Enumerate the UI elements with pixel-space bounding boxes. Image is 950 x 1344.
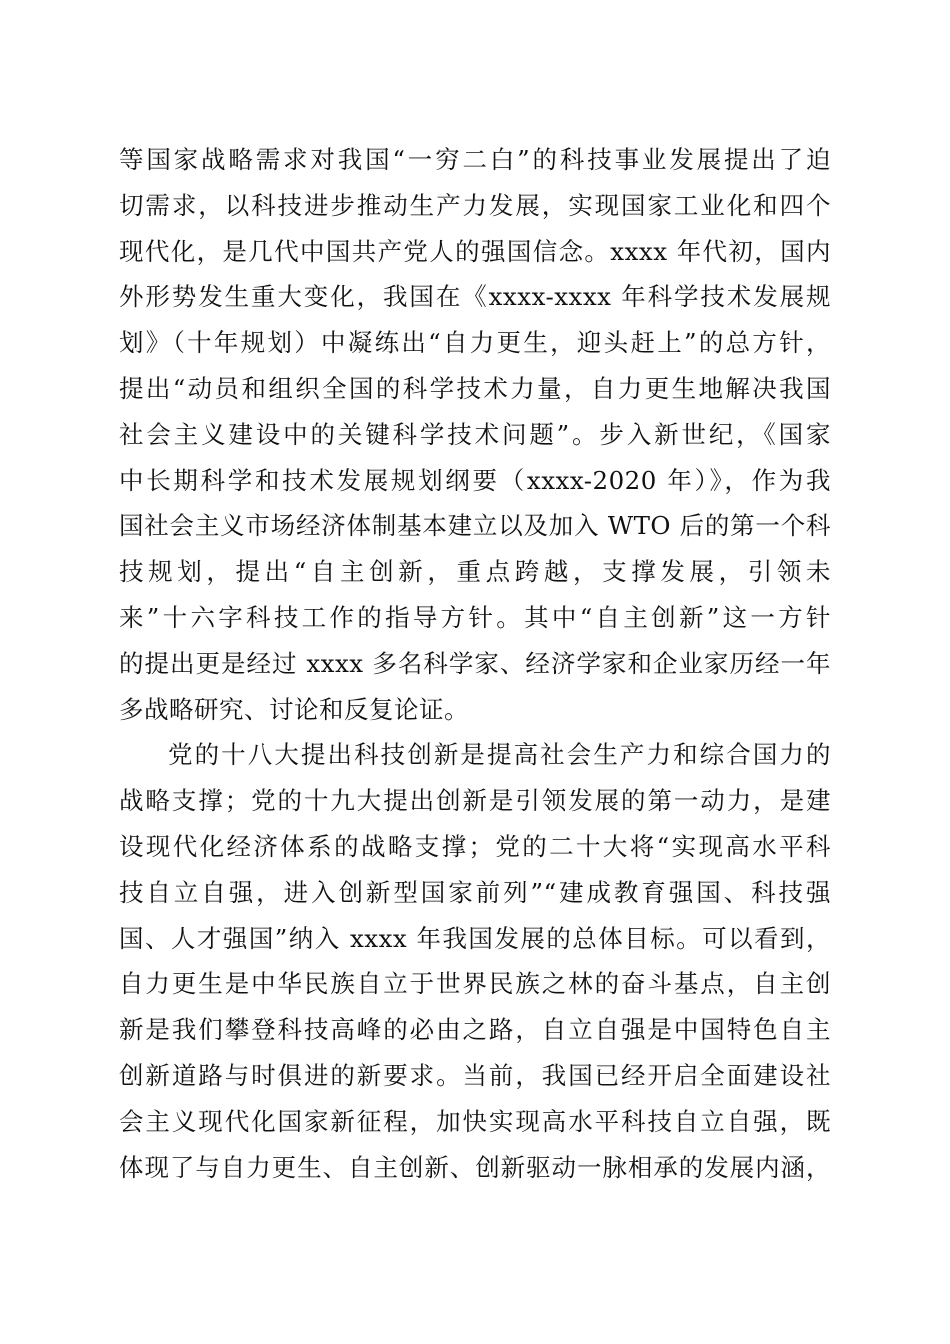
paragraph-line: 技规划，提出“自主创新，重点跨越，支撑发展，引领未 [119, 557, 831, 587]
paragraph-line: 创新道路与时俱进的新要求。当前，我国已经开启全面建设社 [119, 1060, 831, 1090]
paragraph-line: 等国家战略需求对我国“一穷二白”的科技事业发展提出了迫 [119, 145, 831, 174]
paragraph-line: 外形势发生重大变化，我国在《xxxx-xxxx 年科学技术发展规 [119, 282, 831, 312]
paragraph-line: 的提出更是经过 xxxx 多名科学家、经济学家和企业家历经一年 [119, 648, 831, 678]
paragraph-line: 现代化，是几代中国共产党人的强国信念。xxxx 年代初，国内 [119, 236, 831, 266]
paragraph-line: 设现代化经济体系的战略支撑；党的二十大将“实现高水平科 [119, 831, 831, 861]
paragraph-line: 社会主义建设中的关键科学技术问题”。步入新世纪，《国家 [119, 419, 831, 449]
paragraph-line: 体现了与自力更生、自主创新、创新驱动一脉相承的发展内涵， [119, 1152, 831, 1182]
paragraph-line: 切需求，以科技进步推动生产力发展，实现国家工业化和四个 [119, 190, 831, 220]
paragraph-line: 划》（十年规划）中凝练出“自力更生，迎头赶上”的总方针， [119, 328, 831, 358]
paragraph-line: 国、人才强国”纳入 xxxx 年我国发展的总体目标。可以看到， [119, 923, 831, 953]
paragraph-line: 战略支撑；党的十九大提出创新是引领发展的第一动力，是建 [119, 786, 831, 816]
paragraph-line: 多战略研究、讨论和反复论证。 [119, 694, 469, 724]
paragraph-line: 新是我们攀登科技高峰的必由之路，自立自强是中国特色自主 [119, 1015, 831, 1045]
body-text [119, 137, 831, 1190]
paragraph-1 [119, 137, 831, 732]
paragraph-2 [119, 732, 831, 1190]
paragraph-line: 技自立自强，进入创新型国家前列”“建成教育强国、科技强 [119, 877, 831, 907]
paragraph-line: 会主义现代化国家新征程，加快实现高水平科技自立自强，既 [119, 1106, 831, 1136]
paragraph-line: 中长期科学和技术发展规划纲要（xxxx-2020 年）》，作为我 [119, 465, 831, 495]
paragraph-line: 提出“动员和组织全国的科学技术力量，自力更生地解决我国 [119, 373, 831, 403]
paragraph-line: 党的十八大提出科技创新是提高社会生产力和综合国力的 [168, 740, 831, 770]
paragraph-line: 自力更生是中华民族自立于世界民族之林的奋斗基点，自主创 [119, 969, 831, 999]
paragraph-line: 来”十六字科技工作的指导方针。其中“自主创新”这一方针 [119, 602, 831, 632]
paragraph-line: 国社会主义市场经济体制基本建立以及加入 WTO 后的第一个科 [119, 511, 831, 541]
